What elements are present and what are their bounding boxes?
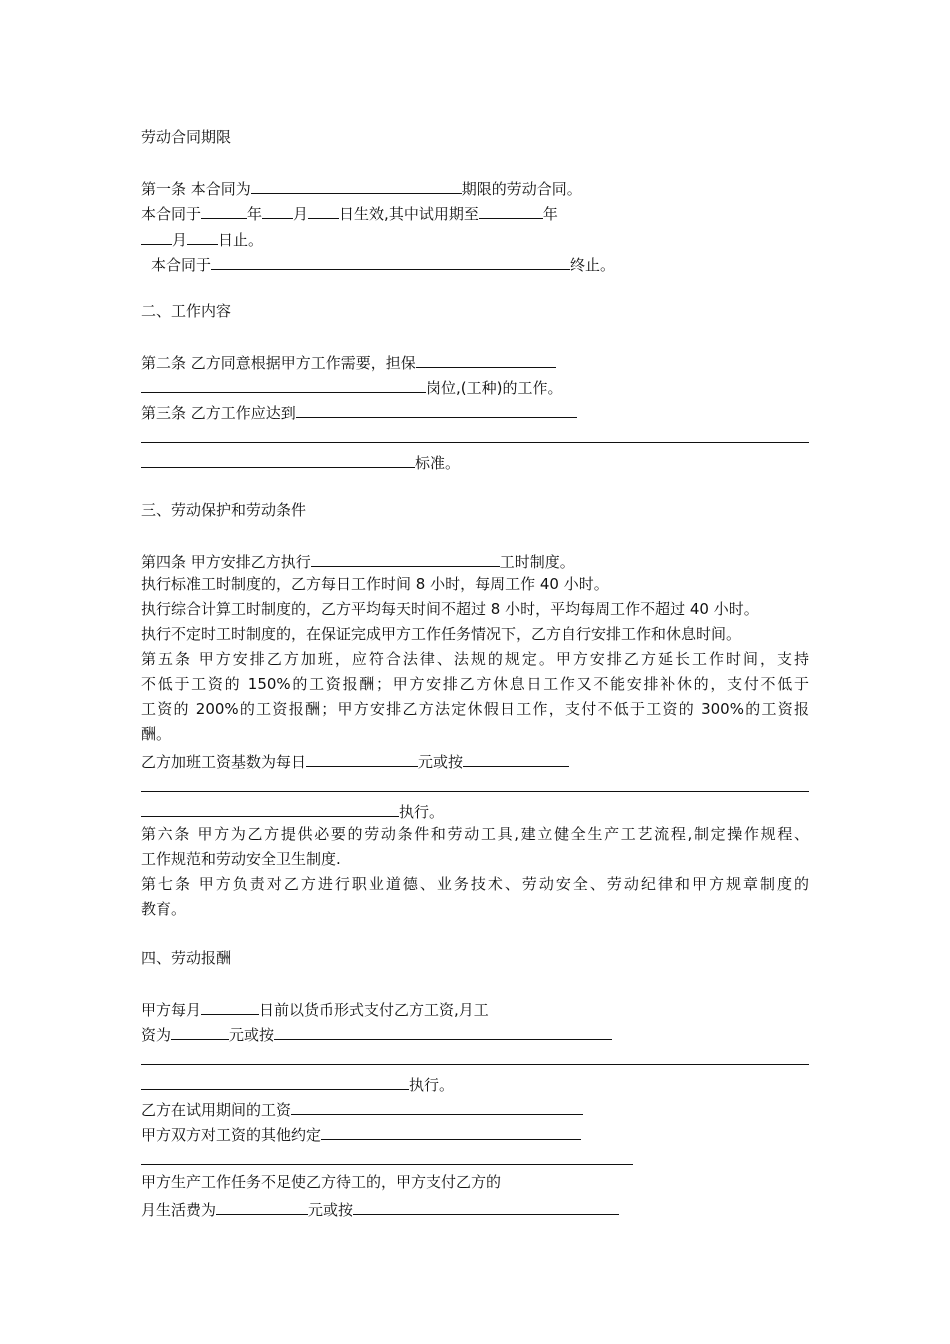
execute-label: 执行。: [409, 1076, 455, 1094]
article-7-line-1: 第七条 甲方负责对乙方进行职业道德、业务技术、劳动安全、劳动纪律和甲方规章制度的: [141, 875, 809, 893]
article-4-line: [141, 549, 575, 569]
end-label: 日止。: [218, 231, 264, 249]
living-mid: 元或按: [308, 1201, 354, 1219]
standard-blank-1[interactable]: [296, 400, 577, 418]
pay-day-prefix: 甲方每月: [141, 1001, 202, 1019]
probation-month-blank[interactable]: [141, 227, 172, 245]
work-hours-blank[interactable]: [311, 549, 500, 567]
article-3-line: [141, 400, 577, 420]
section-title-pay: 四、劳动报酬: [141, 949, 232, 967]
standard-blank-2[interactable]: [141, 425, 809, 443]
wage-prefix: 资为: [141, 1026, 172, 1044]
overtime-basis-blank-2[interactable]: [141, 774, 809, 792]
overtime-amount-blank[interactable]: [306, 749, 418, 767]
monthly-wage-line: [141, 1022, 612, 1042]
section-title-term: 劳动合同期限: [141, 128, 232, 146]
standard-full-line: [141, 425, 809, 445]
article-3-text: 第三条 乙方工作应达到: [141, 404, 296, 422]
overtime-base-line: [141, 749, 569, 769]
living-allowance-line: [141, 1197, 619, 1217]
probation-year-blank[interactable]: [479, 201, 543, 219]
execute-label: 执行。: [399, 803, 445, 821]
probation-wage-label: 乙方在试用期间的工资: [141, 1101, 292, 1119]
termination-prefix: 本合同于: [151, 256, 212, 274]
comprehensive-hours-line: 执行综合计算工时制度的，乙方平均每天时间不超过 8 小时，平均每周工作不超过 40 小时。: [141, 600, 759, 618]
probation-end-line: [141, 227, 263, 247]
contract-type-blank[interactable]: [251, 176, 462, 194]
month-label: 月: [293, 205, 309, 223]
article-6-line-1: 第六条 甲方为乙方提供必要的劳动条件和劳动工具,建立健全生产工艺流程,制定操作规程、: [141, 825, 809, 843]
living-basis-blank[interactable]: [353, 1197, 619, 1215]
pay-day-blank[interactable]: [201, 997, 259, 1015]
effective-year-blank[interactable]: [201, 201, 247, 219]
month-label: 月: [172, 231, 188, 249]
pay-day-line: [141, 997, 489, 1017]
article-5-line-2: 不低于工资的 150%的工资报酬；甲方安排乙方休息日工作又不能安排补休的，支付不低于: [141, 675, 809, 693]
year-label: 年: [542, 205, 558, 223]
other-wage-blank[interactable]: [321, 1122, 581, 1140]
article-5-line-3: 工资的 200%的工资报酬；甲方安排乙方法定休假日工作，支付不低于工资的 300%的工资报: [141, 700, 809, 718]
article-5-line-4: 酬。: [141, 725, 172, 743]
article-1-line: [141, 176, 582, 196]
standard-blank-3[interactable]: [141, 450, 415, 468]
pay-day-suffix: 日前以货币形式支付乙方工资,月工: [259, 1001, 489, 1019]
termination-blank[interactable]: [211, 252, 570, 270]
overtime-prefix: 乙方加班工资基数为每日: [141, 753, 307, 771]
overtime-end-line: [141, 799, 444, 819]
article-1-prefix: 第一条 本合同为: [141, 180, 251, 198]
wage-amount-blank[interactable]: [171, 1022, 229, 1040]
living-amount-blank[interactable]: [216, 1197, 308, 1215]
year-label: 年: [247, 205, 263, 223]
standard-hours-line: 执行标准工时制度的，乙方每日工作时间 8 小时，每周工作 40 小时。: [141, 575, 609, 593]
article-2-text: 第二条 乙方同意根据甲方工作需要，担保: [141, 354, 416, 372]
wage-end-line: [141, 1072, 454, 1092]
idle-pay-line: 甲方生产工作任务不足使乙方待工的，甲方支付乙方的: [141, 1173, 502, 1191]
overtime-basis-blank[interactable]: [463, 749, 569, 767]
effective-prefix: 本合同于: [141, 205, 202, 223]
wage-mid: 元或按: [229, 1026, 275, 1044]
article-4-prefix: 第四条 甲方安排乙方执行: [141, 553, 311, 571]
wage-full-line: [141, 1047, 809, 1067]
section-title-work: 二、工作内容: [141, 302, 232, 320]
article-2-line: [141, 350, 556, 370]
article-2-cont-line: [141, 375, 562, 395]
section-title-protection: 三、劳动保护和劳动条件: [141, 501, 307, 519]
termination-line: [151, 252, 615, 272]
article-5-line-1: 第五条 甲方安排乙方加班，应符合法律、法规的规定。甲方安排乙方延长工作时间，支持: [141, 650, 809, 668]
article-6-line-2: 工作规范和劳动安全卫生制度.: [141, 850, 341, 868]
wage-basis-blank-2[interactable]: [141, 1047, 809, 1065]
other-wage-label: 甲方双方对工资的其他约定: [141, 1126, 322, 1144]
standard-end-line: [141, 450, 460, 470]
probation-day-blank[interactable]: [187, 227, 218, 245]
living-allowance-prefix: 月生活费为: [141, 1201, 217, 1219]
wage-basis-blank-3[interactable]: [141, 1072, 409, 1090]
overtime-mid: 元或按: [418, 753, 464, 771]
probation-wage-line: [141, 1097, 583, 1117]
other-wage-line: [141, 1122, 581, 1142]
effective-day-blank[interactable]: [308, 201, 339, 219]
effective-month-blank[interactable]: [262, 201, 293, 219]
article-7-line-2: 教育。: [141, 900, 187, 918]
post-type-text: 岗位,(工种)的工作。: [426, 379, 563, 397]
standard-suffix: 标准。: [415, 454, 461, 472]
article-1-suffix: 期限的劳动合同。: [461, 180, 582, 198]
probation-wage-blank[interactable]: [291, 1097, 583, 1115]
termination-suffix: 终止。: [570, 256, 616, 274]
overtime-basis-blank-3[interactable]: [141, 799, 399, 817]
post-blank-1[interactable]: [416, 350, 556, 368]
post-blank-2[interactable]: [141, 375, 426, 393]
effective-date-line: [141, 201, 558, 221]
article-4-suffix: 工时制度。: [499, 553, 575, 571]
effective-text: 日生效,其中试用期至: [339, 205, 479, 223]
wage-basis-blank[interactable]: [274, 1022, 612, 1040]
other-wage-blank-2[interactable]: [141, 1147, 633, 1165]
flexible-hours-line: 执行不定时工时制度的，在保证完成甲方工作任务情况下，乙方自行安排工作和休息时间。: [141, 625, 742, 643]
overtime-full-line: [141, 774, 809, 794]
other-wage-cont-line: [141, 1147, 633, 1167]
